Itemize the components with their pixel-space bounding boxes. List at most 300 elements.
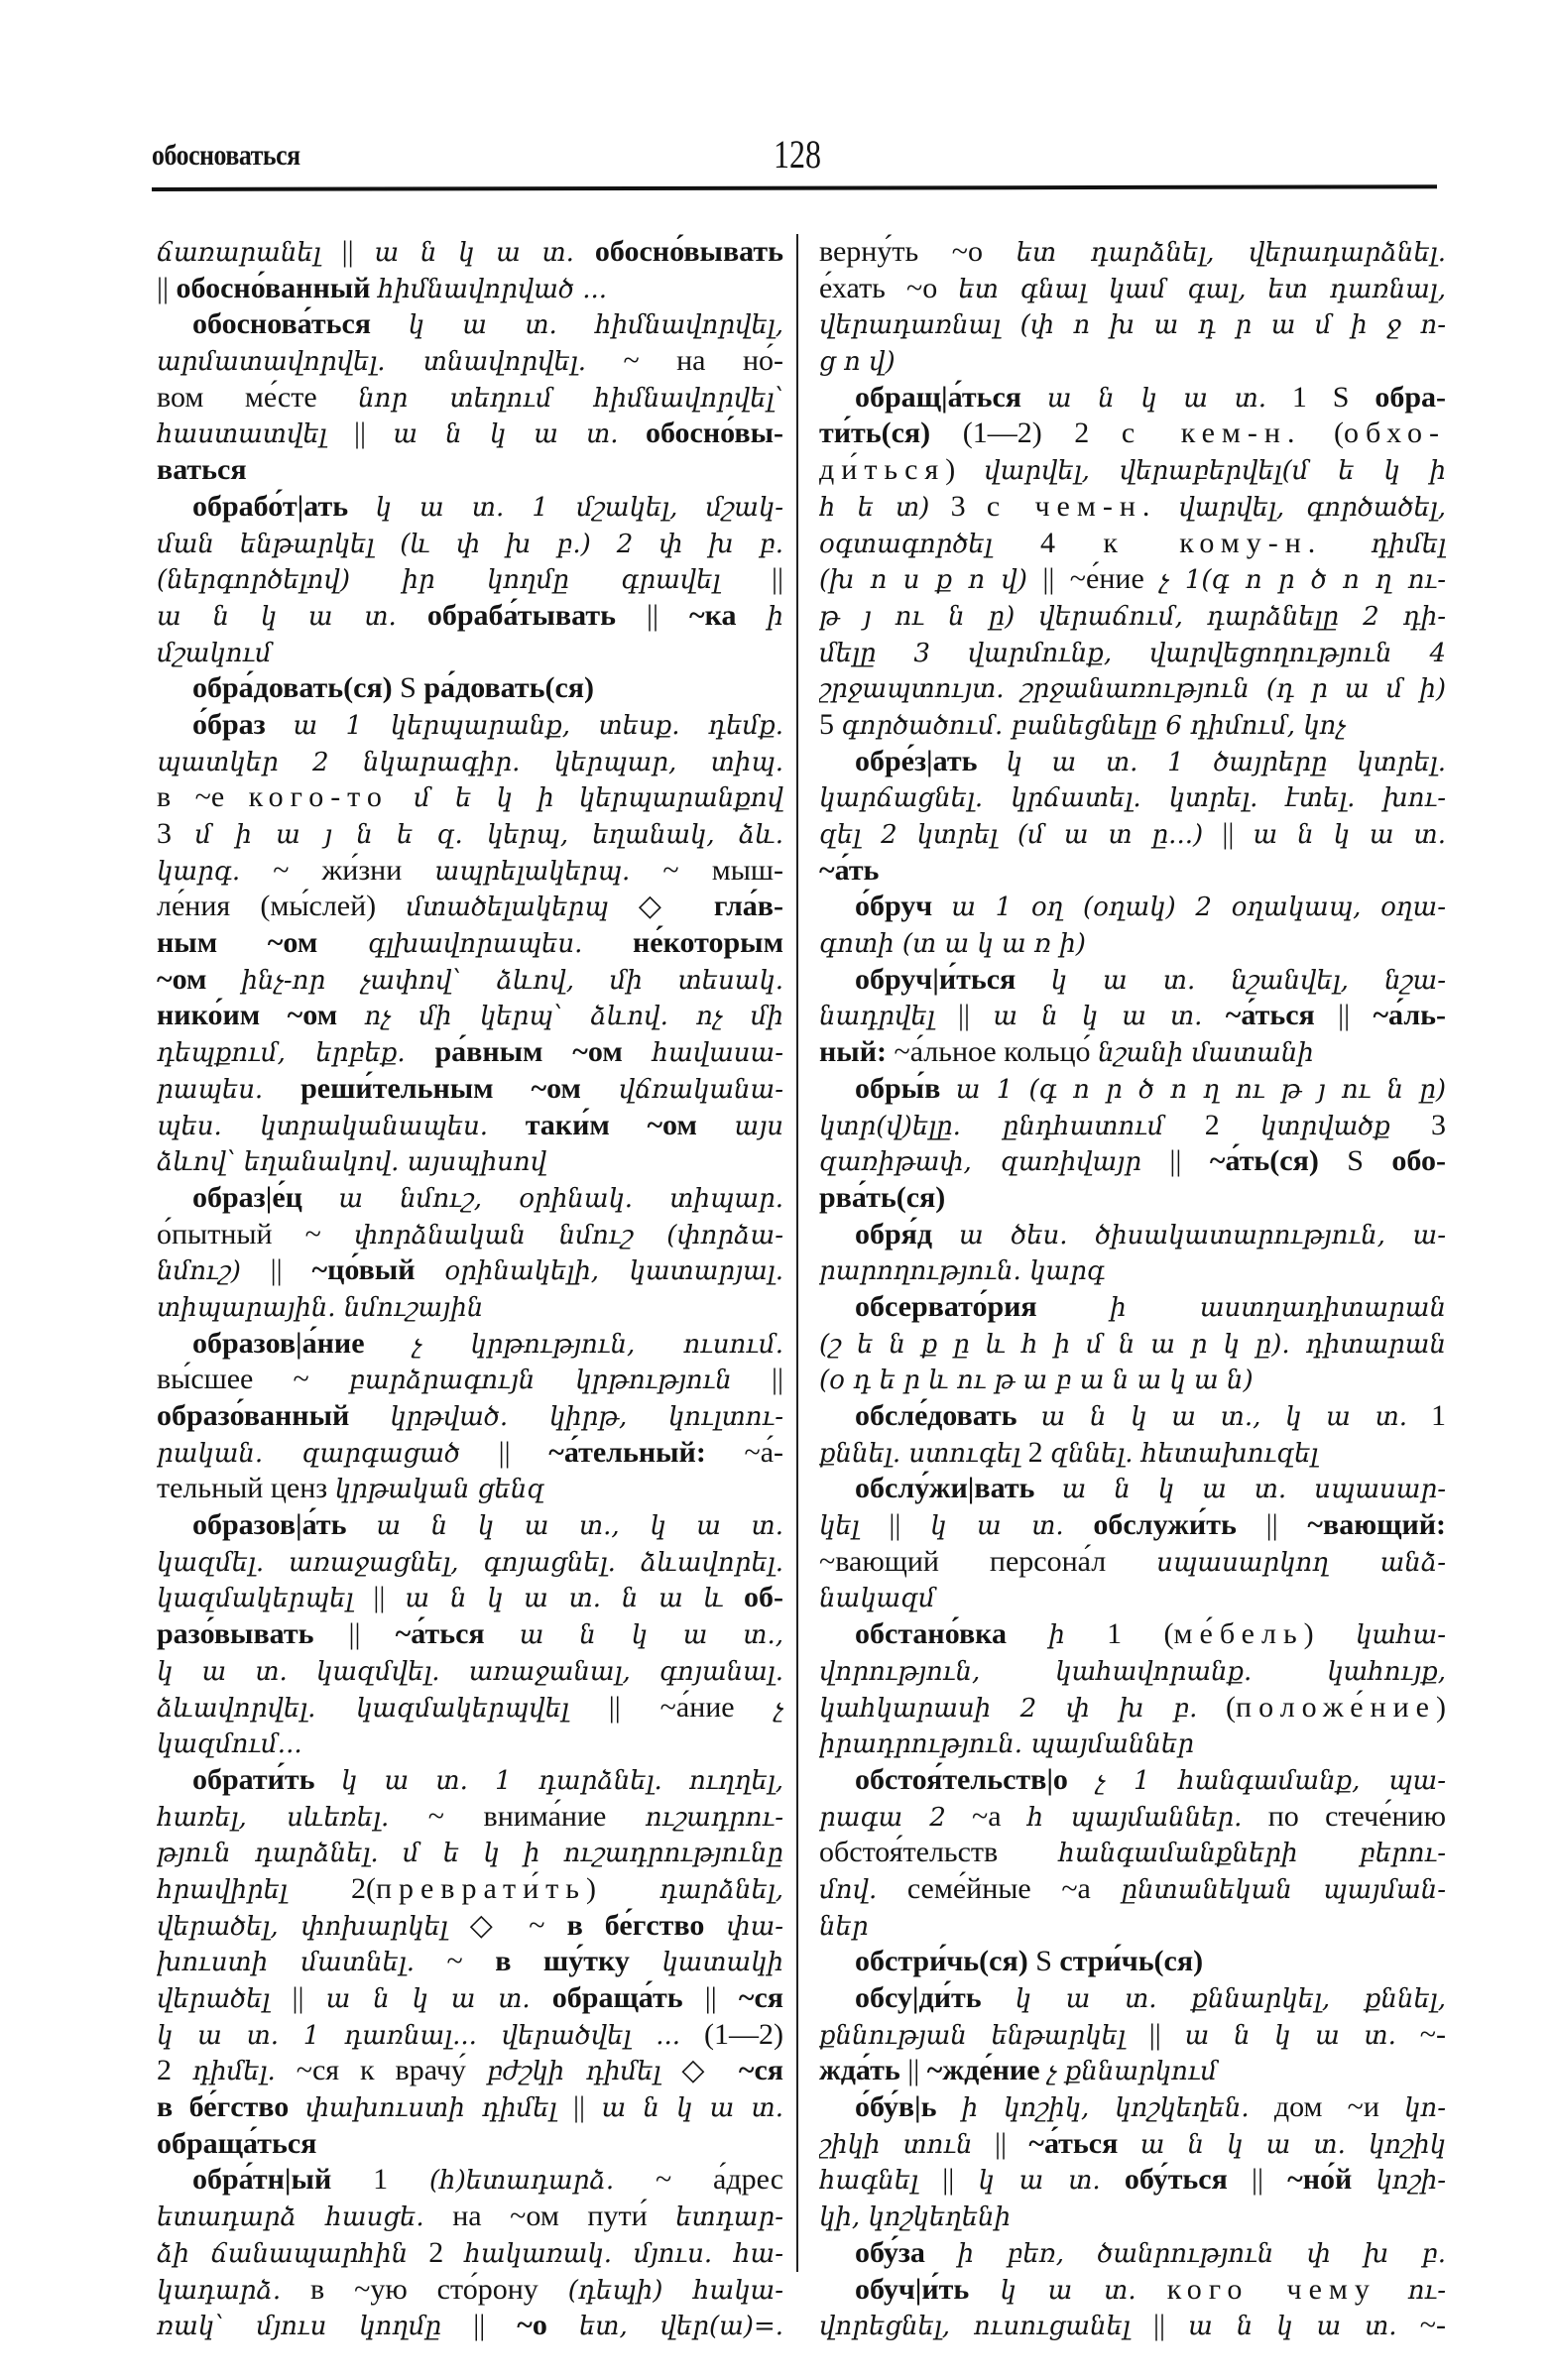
text-line: [157, 1544, 783, 1581]
text-line: [819, 2126, 1446, 2163]
headword: обоснова́ться: [192, 307, 409, 341]
text-line: [819, 2308, 1446, 2344]
headword: обслужи́ть: [1063, 1508, 1237, 1542]
headword: обсле́довать: [855, 1399, 1041, 1432]
armenian-text: իրադրություն. պայմաններ: [819, 1729, 1194, 1760]
armenian-text: ման ենթարկել (և փ խ բ.) 2 փ խ բ.: [157, 529, 783, 559]
headword: обстоя́тельств|о: [855, 1762, 1096, 1796]
russian-text: ||: [1227, 2163, 1288, 2197]
headword: обслу́жи|вать: [855, 1472, 1062, 1505]
armenian-text: (ներգործելով) իր կողմը գրավել: [157, 565, 721, 596]
headword: образ|е́ц: [192, 1180, 339, 1214]
text-line: [819, 1616, 1446, 1653]
headword: ~жде́ние: [926, 2054, 1048, 2087]
russian-text: вы́сшее ~: [157, 1363, 349, 1396]
headword: обрабо́т|ать: [192, 489, 376, 523]
armenian-text: պատկեր 2 նկարագիր. կերպար, տիպ.: [157, 747, 783, 777]
armenian-text: կրթական ցենզ: [334, 1475, 545, 1505]
text-line: [157, 925, 783, 962]
armenian-text: ի կոշիկ, կոշկեղեն.: [961, 2093, 1250, 2124]
armenian-text: (դեպի) հակա-: [567, 2275, 783, 2306]
russian-text: ||: [441, 2309, 518, 2342]
page-number: 128: [774, 132, 821, 177]
armenian-text: ա ն կ ա տ. ն ա և: [405, 1584, 725, 1614]
armenian-text: ա 1 (գ ո ր ծ ո ղ ու թ յ ու ն ը): [955, 1074, 1446, 1105]
russian-text: семе́йные ~а: [877, 1871, 1122, 1905]
armenian-text: վորություն, կահավորանք. կահույք,: [819, 1656, 1446, 1687]
armenian-text: (օ դ ե ր և ու թ ա բ ա ն ա կ ա ն): [819, 1366, 1254, 1396]
armenian-text: հակառակ. մյուս. հա-: [464, 2238, 783, 2269]
armenian-text: դեպքում, երբեք.: [157, 1038, 406, 1069]
text-line: [157, 744, 783, 780]
armenian-text: ա ն կ ա տ.: [374, 238, 574, 268]
text-line: [819, 1690, 1446, 1726]
text-line: [819, 2162, 1446, 2199]
russian-text: кого-то: [248, 780, 389, 814]
armenian-text: ձի ճանապարհին: [157, 2238, 409, 2269]
armenian-text: (հ)ետադարձ.: [428, 2166, 615, 2197]
text-line: [157, 2053, 783, 2089]
russian-text: ||: [972, 2126, 1029, 2160]
headword: обо-: [1391, 1144, 1446, 1178]
text-line: [157, 1471, 783, 1507]
russian-text: ~ся к врачу́: [275, 2054, 487, 2087]
headword: жда́ть: [819, 2054, 900, 2087]
armenian-text: հագնել: [819, 2166, 919, 2197]
armenian-text: փա-: [726, 1911, 783, 1942]
text-line: [157, 306, 783, 343]
text-line: [819, 2235, 1446, 2272]
armenian-text: նմուշ): [157, 1256, 241, 1287]
armenian-text: թյուն դարձնել. մ ե կ ի ուշադրությունը: [157, 1839, 783, 1869]
russian-text: ~а́льное кольцо́: [886, 1035, 1099, 1069]
armenian-text: բժշկի դիմել: [486, 2057, 661, 2087]
headword: в бе́гство: [157, 2090, 305, 2124]
armenian-text: վարվել, վերաբերվել(մ ե կ ի: [984, 456, 1446, 487]
text-line: [157, 2162, 783, 2199]
russian-text: ||: [240, 1253, 312, 1287]
text-line: [819, 1289, 1446, 1326]
armenian-text: կ ա տ. 1 մշակել, մշակ-: [375, 492, 783, 523]
russian-text: к кому-н.: [1103, 526, 1323, 559]
russian-text: ||: [1140, 1144, 1210, 1178]
armenian-text: խուստի մատնել.: [157, 1948, 416, 1978]
armenian-text: չ 1(գ ո ր ծ ո ղ ու-: [1159, 565, 1446, 596]
armenian-text: կ ա տ.: [1000, 2275, 1136, 2306]
armenian-text: ա ն կ ա տ.: [1046, 383, 1267, 414]
headword: ~ом: [157, 962, 242, 996]
russian-text: ||: [1130, 2309, 1189, 2342]
running-head: обосноваться: [152, 139, 300, 172]
armenian-text: կարգ.: [157, 856, 241, 887]
russian-text: ): [945, 453, 985, 487]
text-line: [157, 1289, 783, 1326]
headword: образов|а́ние: [192, 1326, 413, 1360]
russian-text: 1: [1407, 1399, 1446, 1432]
armenian-text: վերածել: [157, 1984, 271, 2014]
russian-text: верну́ть ~о: [819, 235, 1017, 268]
armenian-text: ց ո վ): [819, 347, 896, 378]
headword: образов|а́ть: [192, 1508, 377, 1542]
armenian-text: ներ: [819, 1911, 869, 1942]
armenian-text: ա 1 օղ (օղակ) 2 օղակապ, օղա-: [951, 892, 1446, 923]
headword: обрати́ть: [192, 1762, 341, 1796]
russian-text: ||: [320, 235, 375, 268]
headword: ~а́ть: [819, 853, 880, 887]
text-line: [157, 1108, 783, 1144]
headword: обря́д: [855, 1217, 959, 1250]
text-line: [157, 2199, 783, 2235]
russian-text: с кем-н.: [1121, 416, 1302, 450]
armenian-text: կ ա տ.: [930, 1511, 1064, 1542]
armenian-text: կտր(վ)ելը. ընդհատում: [819, 1111, 1164, 1141]
armenian-text: հ պայմաններ.: [1026, 1802, 1243, 1833]
armenian-text: կրթված. կիրթ, կուլտու-: [390, 1402, 783, 1432]
russian-text: || ~е́ние: [1026, 562, 1160, 596]
text-line: [157, 489, 783, 526]
armenian-text: զել 2 կտրել (մ ա տ ը...): [819, 820, 1204, 850]
armenian-text: վերածել, փոխարկել: [157, 1911, 448, 1942]
text-line: [157, 1726, 783, 1762]
armenian-text: ինչ-որ չափով՝ ձևով, մի տեսակ.: [241, 965, 783, 996]
text-line: [819, 1143, 1446, 1180]
text-line: [819, 1726, 1446, 1762]
text-line: [819, 1362, 1446, 1398]
armenian-text: կ ա տ. 1 դարձնել. ուղղել,: [341, 1765, 783, 1796]
text-line: [819, 1908, 1446, 1945]
russian-text: 1 (: [1064, 1617, 1174, 1651]
russian-text: ~ а́дрес: [614, 2163, 783, 2197]
armenian-text: օրինակելի, կատարյալ.: [444, 1256, 783, 1287]
armenian-text: ա ն կ ա տ.: [993, 1002, 1203, 1032]
russian-text: в ~ую сто́рону: [281, 2272, 568, 2306]
text-line: [157, 1762, 783, 1799]
armenian-text: գոտի (տ ա կ ա ռ ի): [819, 929, 1086, 960]
text-line: [157, 1980, 783, 2017]
text-line: [157, 1944, 783, 1980]
armenian-text: ու-: [1376, 2275, 1446, 2306]
armenian-text: կազմակերպել: [157, 1584, 354, 1614]
text-line: [157, 889, 783, 925]
text-line: [157, 1690, 783, 1726]
armenian-text: ա ն կ ա տ.: [1188, 2312, 1397, 2342]
armenian-text: ա ն կ ա տ. սպասար-: [1061, 1475, 1446, 1505]
headword: ный:: [819, 1035, 887, 1069]
armenian-text: զառիթափ, զառիվայր: [819, 1147, 1141, 1178]
armenian-text: վճռականա-: [618, 1074, 783, 1105]
russian-text: 2: [157, 2054, 192, 2087]
right-column: [819, 234, 1446, 2344]
text-line: [157, 2272, 783, 2309]
text-line: [819, 779, 1446, 816]
text-line: [819, 489, 1446, 526]
russian-text: обхо-: [1344, 416, 1446, 450]
headword: обры́в: [855, 1071, 956, 1105]
text-line: [157, 416, 783, 452]
headword: таки́м ~ом: [488, 1108, 735, 1141]
armenian-text: զննել. հետախուզել: [1050, 1438, 1319, 1469]
russian-text: на ~ом пути́: [423, 2200, 676, 2233]
text-line: [157, 1871, 783, 1908]
armenian-text: հավասա-: [652, 1038, 783, 1069]
headword: ~а́ться: [1028, 2126, 1140, 2160]
armenian-text: րապես.: [157, 1074, 264, 1105]
headword: обуч|и́ть: [855, 2272, 1001, 2306]
text-line: [157, 526, 783, 562]
headword: ~а́ться: [395, 1617, 520, 1651]
text-line: [819, 526, 1446, 562]
headword: ра́довать(ся): [423, 671, 595, 705]
armenian-text: օգտագործել: [819, 529, 993, 559]
armenian-text: ա 1 կերպարանք, տեսք. դեմք.: [293, 710, 783, 741]
text-line: [157, 1908, 783, 1945]
headword: ~а́ть(ся): [1209, 1144, 1319, 1178]
armenian-text: կ ա տ. հիմնավորվել,: [408, 310, 783, 341]
text-line: [157, 380, 783, 416]
russian-text: обстоя́тельств: [819, 1836, 1059, 1869]
armenian-text: շիկի տուն: [819, 2129, 973, 2160]
armenian-text: ա ն կ ա տ.: [393, 419, 619, 450]
russian-text: ~ на но́-: [586, 344, 783, 378]
text-line: [819, 1653, 1446, 1690]
russian-text: ||: [720, 562, 783, 596]
column-divider: [796, 234, 798, 2272]
text-line: [157, 670, 783, 707]
russian-text: 3: [1389, 1108, 1446, 1141]
headword: обсу|ди́ть: [855, 1981, 1016, 2014]
text-line: [157, 1326, 783, 1363]
armenian-text: բարձրագույն կրթություն: [348, 1366, 732, 1396]
headword: о́бруч: [855, 890, 952, 923]
armenian-text: չ 1 հանգամանք, պա-: [1095, 1765, 1446, 1796]
text-line: [819, 889, 1446, 925]
armenian-text: ա ն կ ա տ.: [157, 601, 397, 632]
armenian-text: կ ա տ.: [978, 2166, 1101, 2197]
armenian-text: դիմել.: [191, 2057, 276, 2087]
text-line: [157, 1398, 783, 1435]
armenian-text: ա ն կ ա տ., կ ա տ.: [376, 1511, 783, 1542]
russian-text: ||: [682, 1981, 739, 2014]
armenian-text: ռակ՝ մյուս կողմը: [157, 2312, 442, 2342]
headword: обосно́вы-: [618, 416, 783, 450]
armenian-text: ա ն կ ա տ.: [1253, 820, 1446, 850]
russian-text: ||: [556, 2090, 602, 2124]
russian-text: 1: [373, 2163, 429, 2197]
russian-text: ||: [934, 999, 994, 1032]
text-line: [819, 1944, 1446, 1980]
text-line: [157, 1799, 783, 1836]
text-line: [157, 452, 783, 489]
text-line: [157, 2017, 783, 2054]
text-line: [819, 1252, 1446, 1289]
text-line: [157, 598, 783, 635]
text-line: [819, 2199, 1446, 2235]
russian-text: [1136, 2273, 1167, 2306]
armenian-text: կահկարասի 2 փ խ բ.: [819, 1693, 1198, 1724]
armenian-text: գլխավորապես.: [367, 929, 583, 960]
russian-text: е́хать ~о: [819, 271, 959, 304]
armenian-text: ա նմուշ, օրինակ. տիպար.: [338, 1183, 783, 1214]
armenian-text: րական. զարգացած: [157, 1438, 460, 1469]
text-line: [157, 2089, 783, 2126]
armenian-text: րարողություն. կարգ: [819, 1256, 1105, 1287]
headword: ~а́тельный:: [548, 1435, 706, 1469]
armenian-text: ճառարանել: [157, 238, 321, 268]
armenian-text: թ յ ու ն ը) վերաճում, դարձնելը 2 դի-: [819, 601, 1446, 632]
text-line: [157, 2126, 783, 2163]
russian-text: вом ме́сте: [157, 380, 359, 414]
armenian-text: պես. կտրականապես.: [157, 1111, 489, 1141]
text-line: [819, 1507, 1446, 1544]
text-line: [819, 1980, 1446, 2017]
text-line: [819, 707, 1446, 744]
text-line: [157, 1071, 783, 1108]
russian-text: ~вающий персона́л: [819, 1544, 1157, 1578]
headword: обосно́вывать: [573, 235, 783, 268]
armenian-text: մ ե կ ի կերպարանքով: [388, 783, 783, 814]
armenian-text: մտածելակերպ: [406, 892, 609, 923]
headword: ~ся: [738, 2054, 783, 2087]
text-line: [157, 1435, 783, 1472]
text-line: [157, 1835, 783, 1871]
russian-text: ||: [615, 598, 690, 632]
text-line: [819, 306, 1446, 343]
text-line: [157, 779, 783, 816]
russian-text: 5: [819, 707, 842, 741]
armenian-text: ետադարձ հասցե.: [157, 2202, 424, 2233]
armenian-text: կո-: [1404, 2093, 1446, 2124]
russian-text: ◇ ~: [447, 1908, 567, 1942]
armenian-text: կազմել. առաջացնել, գոյացնել. ձևավորել.: [157, 1547, 783, 1578]
text-line: [157, 234, 783, 271]
armenian-text: ա ն կ ա տ.: [325, 1984, 531, 2014]
headword: обра́довать(ся): [192, 671, 393, 705]
headword: обраща́ть: [530, 1981, 683, 2014]
text-line: [157, 561, 783, 598]
text-line: [819, 1108, 1446, 1144]
armenian-text: ա ն կ ա տ.: [601, 2093, 783, 2124]
headword: ~ся: [738, 1981, 783, 2014]
russian-text: с чем-н.: [986, 489, 1157, 523]
armenian-text: կ ա տ. 1 դառնալ... վերածվել ...: [157, 2020, 680, 2051]
headword: обраща́ться: [157, 2126, 317, 2160]
armenian-text: ա ն կ ա տ., կ ա տ.: [1040, 1402, 1408, 1432]
russian-text: 2: [408, 2235, 465, 2269]
armenian-text: կոշի-: [1376, 2166, 1446, 2197]
armenian-text: ոչ մի կերպ՝ ձևով. ոչ մի: [364, 1002, 783, 1032]
armenian-text: նակազմ: [819, 1584, 935, 1614]
text-line: [819, 2017, 1446, 2054]
text-line: [819, 1762, 1446, 1799]
text-line: [157, 1217, 783, 1253]
headword: обра́тн|ый: [192, 2163, 374, 2197]
text-line: [819, 744, 1446, 780]
text-line: [819, 2053, 1446, 2089]
russian-text: ~ мыш-: [630, 853, 783, 887]
text-line: [157, 635, 783, 671]
russian-text: (1—2): [679, 2017, 783, 2051]
russian-text: ~ жи́зни: [240, 853, 435, 887]
text-line: [157, 998, 783, 1034]
text-line: [157, 2235, 783, 2272]
russian-text: || ~а́ние: [568, 1690, 775, 1724]
russian-text: 1 S: [1266, 380, 1376, 414]
armenian-text: հիմնավորված ...: [377, 274, 607, 304]
text-line: [157, 1362, 783, 1398]
headword: обстано́вка: [855, 1617, 1049, 1651]
armenian-text: կել: [819, 1511, 860, 1542]
armenian-text: շրջապտույտ. շրջանառություն (դ ր ա մ ի): [819, 674, 1446, 705]
russian-text: ||: [353, 1581, 406, 1614]
headword: ра́вным ~ом: [405, 1035, 653, 1069]
text-line: [819, 1544, 1446, 1581]
armenian-text: կ ա տ. կազմվել. առաջանալ, գոյանալ.: [157, 1656, 783, 1687]
armenian-text: ի բեռ, ծանրություն փ խ բ.: [957, 2238, 1446, 2269]
armenian-text: մելը 3 վարմունք, վարվեցողություն 4: [819, 638, 1446, 668]
armenian-text: մ ի ա յ ն ե զ. կերպ, եղանակ, ձև.: [194, 820, 783, 850]
headword: обу́за: [855, 2235, 958, 2269]
text-line: [157, 1653, 783, 1690]
headword: не́которым: [582, 926, 783, 960]
armenian-text: հառել, սևեռել.: [157, 1802, 390, 1833]
headword: обре́з|ать: [855, 744, 1007, 777]
armenian-text: վարվել, գործածել,: [1156, 492, 1446, 523]
armenian-text: սպասարկող անձ-: [1156, 1547, 1446, 1578]
text-line: [819, 561, 1446, 598]
text-line: [819, 452, 1446, 489]
text-line: [157, 1143, 783, 1180]
headword: обраба́тывать: [396, 598, 616, 632]
armenian-text: ա ն կ ա տ.,: [519, 1620, 783, 1651]
armenian-text: (խ ո ս ք ո վ): [819, 565, 1027, 596]
armenian-text: քննել. ստուգել: [819, 1438, 1021, 1469]
armenian-text: հանգամանքների բերու-: [1058, 1839, 1446, 1869]
armenian-text: հաստատվել: [157, 419, 327, 450]
armenian-text: ա ն կ ա տ. կոշիկ: [1139, 2129, 1446, 2160]
text-line: [157, 962, 783, 999]
headword: ным ~ом: [157, 926, 368, 960]
text-line: [819, 2089, 1446, 2126]
armenian-text: տիպարային. նմուշային: [157, 1292, 484, 1323]
text-line: [819, 998, 1446, 1034]
russian-text: ◇: [608, 890, 714, 923]
armenian-text: ձևավորվել. կազմակերպվել: [157, 1693, 569, 1724]
russian-text: ~: [415, 1945, 496, 1978]
text-line: [819, 380, 1446, 416]
russian-text: ди́ться: [819, 453, 946, 487]
armenian-text: կի, կոշկեղենի: [819, 2202, 1012, 2233]
armenian-text: արմատավորվել. տնավորվել.: [157, 347, 587, 378]
headword: ти́ть(ся): [819, 416, 931, 450]
russian-text: ◇: [660, 2054, 739, 2087]
headword: ~а́ться: [1202, 999, 1315, 1032]
armenian-text: չ կրթություն, ուսում.: [412, 1329, 783, 1360]
armenian-text: ա ն կ ա տ.: [1184, 2020, 1396, 2051]
russian-text: S: [1027, 1945, 1060, 1978]
russian-text: тельный ценз: [157, 1472, 335, 1505]
headword: гла́в-: [713, 890, 783, 923]
armenian-text: (շ ե ն ք ը և հ ի մ ն ա ր կ ը). դիտարան: [819, 1329, 1446, 1360]
russian-text: ~а: [945, 1799, 1027, 1833]
armenian-text: նշանի մատանի: [1098, 1038, 1314, 1069]
russian-text: ||: [899, 2054, 927, 2087]
russian-text: ме́бель: [1173, 1617, 1304, 1651]
text-line: [157, 1616, 783, 1653]
armenian-text: կազմում...: [157, 1729, 302, 1760]
armenian-text: կահա-: [1356, 1620, 1446, 1651]
russian-text: 2(: [287, 1871, 376, 1905]
text-line: [157, 271, 783, 307]
